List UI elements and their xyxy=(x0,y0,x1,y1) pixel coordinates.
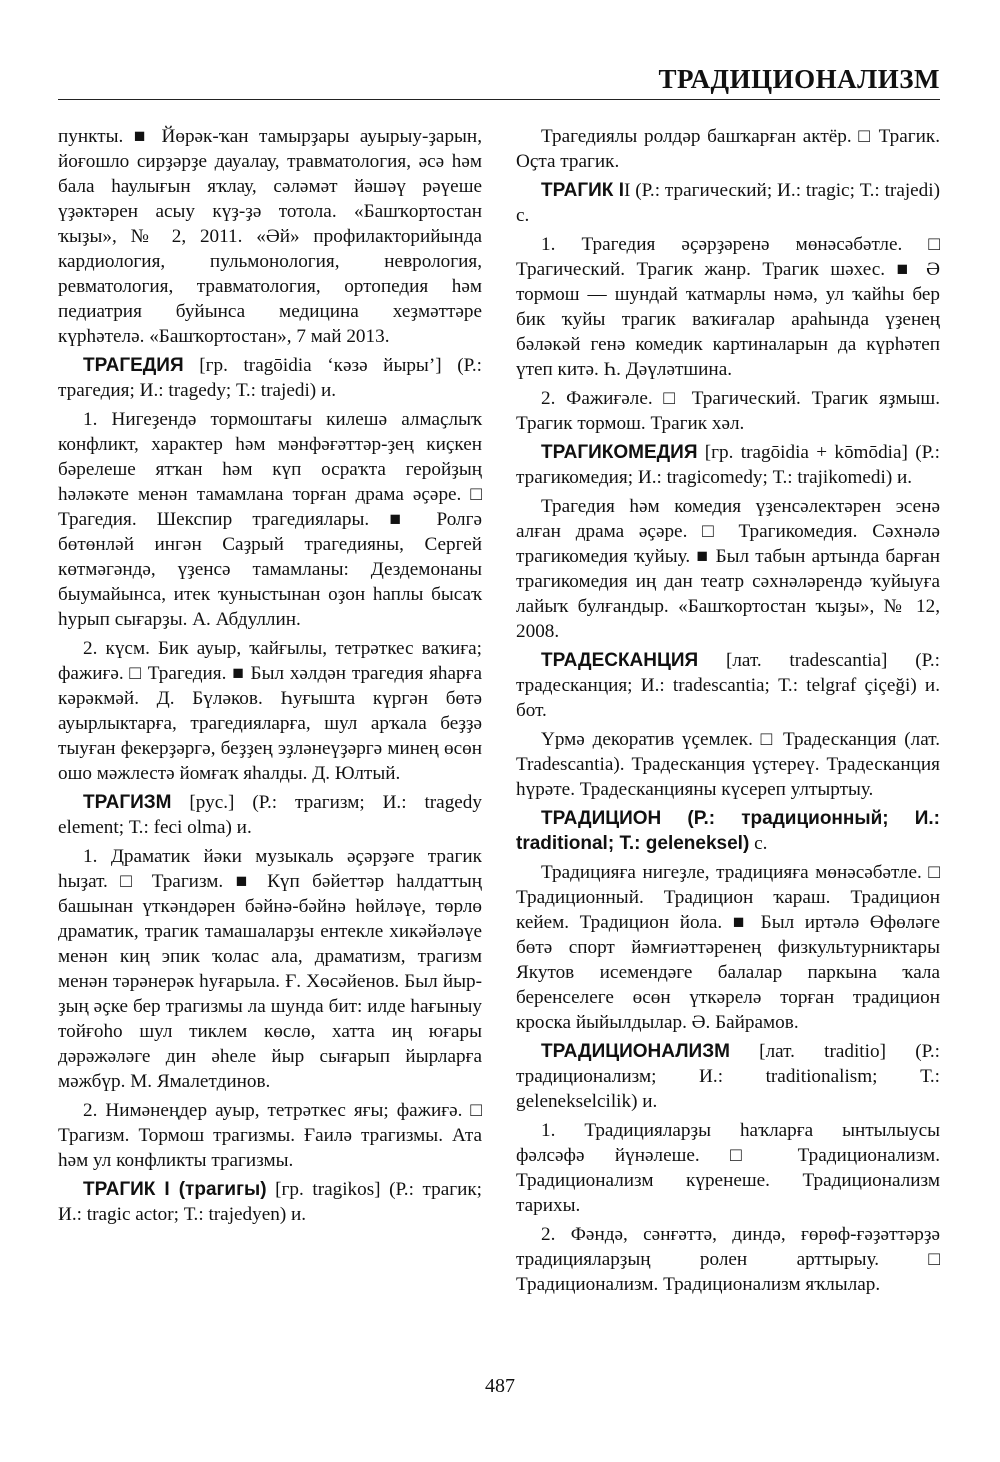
entry-paragraph: 2. Нимәнеңдер ауыр, тетрәткес яғы; фажиғә. □ Трагизм. Тормош трагизмы. Ғаилә трагизмы. Ата һәм ул конфликты трагизмы. xyxy=(58,1100,482,1171)
entry-headword-paragraph: ТРАГЕДИЯ [гр. tragōidia ‘кәзә йыры’] (Р.: трагедия; И.: tragedy; Т.: trajedi) и. xyxy=(58,355,482,401)
entry-paragraph: Трагедия һәм комедия үҙенсәлектәрен эсенә алған драма әҫәре. □ Трагикомедия. Сәхнәлә трагикомедия ҡуйыу. ■ Был табын артында барған трагикомедия иң дан театр сәхнәләрендә ҡуйыуға лайыҡ булғандыр. «Башҡортостан ҡыҙы», № 12, 2008. xyxy=(516,496,940,642)
entry-headword-paragraph: ТРАДИЦИОН (Р.: традиционный; И.: traditional; Т.: geleneksel) с. xyxy=(516,808,940,854)
headword: ТРАГЕДИЯ xyxy=(83,355,184,376)
header-rule xyxy=(58,99,940,100)
headword: ТРАГИК I xyxy=(541,180,624,201)
headword: ТРАГИК I (трагигы) xyxy=(83,1179,267,1200)
headword: ТРАДИЦИОН (Р.: традиционный; И.: traditional; Т.: geleneksel) xyxy=(516,808,940,854)
entry-headword-paragraph: ТРАГИК II (Р.: трагический; И.: tragic; Т.: trajedi) с. xyxy=(516,180,940,226)
entry-paragraph: Үрмә декоратив үҫемлек. □ Традесканция (лат. Tradescantia). Традесканция үҫтереү. Традесканция һүрәте. Традесканцияны күсереп ултыртыу. xyxy=(516,729,940,800)
headword: ТРАГИЗМ xyxy=(83,792,172,813)
entry-paragraph: пункты. ■ Йөрәк-ҡан тамырҙары ауырыу-ҙарын, йоғошло сирҙәрҙе дауалау, травматология, әсә һәм бала һаулығын яҡлау, сәләмәт йәшәү рәүеше үҙәктәрен асыу күҙ-ҙә тотола. «Башҡортостан ҡыҙы», № 2, 2011. «Әй» профилакторийында кардиология, пульмонология, неврология, ревматология, травматология, ортопедия һәм педиатрия буйынса медицина хеҙмәттәре күрһәтелә. «Башҡортостан», 7 май 2013. xyxy=(58,126,482,347)
entry-headword-paragraph: ТРАДИЦИОНАЛИЗМ [лат. traditio] (Р.: традиционализм; И.: traditionalism; Т.: gelenekselcilik) и. xyxy=(516,1041,940,1112)
entry-paragraph: Традицияға нигеҙле, традицияға мөнәсәбәтле. □ Традиционный. Традицион ҡараш. Традицион кейем. Традицион йола. ■ Был иртәлә Өфөләге бөтә спорт йәмғиәттәренең физкультурниктары Якутов исемендәге балалар паркына ҡала беренселеге өсөн үткәрелә торған традицион кроска йыйылдылар. Ә. Байрамов. xyxy=(516,862,940,1033)
entry-headword-paragraph: ТРАДЕСКАНЦИЯ [лат. tradescantia] (Р.: традесканция; И.: tradescantia; Т.: telgraf çiçeği) и. бот. xyxy=(516,650,940,721)
running-head: ТРАДИЦИОНАЛИЗМ xyxy=(658,64,940,94)
entry-headword-paragraph: ТРАГИК I (трагигы) [гр. tragikos] (Р.: трагик; И.: tragic actor; Т.: trajedyen) и. xyxy=(58,1179,482,1225)
headword: ТРАГИКОМЕДИЯ xyxy=(541,442,698,463)
entry-paragraph: 1. Драматик йәки музыкаль әҫәрҙәге трагик һыҙат. □ Трагизм. ■ Күп бәйеттәр һалдаттың башынан үткәндәрен бәйнә-бәйнә һөйләүе, төрлө драматик, трагик тамашаларҙы ентекле хикәйәләүе менән киң эпик ҡолас ала, драматизм, трагизм менән тәрәнерәк һуғарыла. Ғ. Хөсәйенов. Был йыр-ҙың әҫке бер трагизмы ла шунда бит: илде һағыныу тойғоһо шул тиклем көслө, хатта иң юғары дәрәжәләге дин әһеле йыр сығарып йырларға мәжбүр. М. Ямалетдинов. xyxy=(58,846,482,1092)
headword: ТРАДЕСКАНЦИЯ xyxy=(541,650,699,671)
entry-paragraph: 1. Нигеҙендә тормоштағы килешә алмаҫлыҡ конфликт, характер һәм мәнфәғәттәр-ҙең киҫкен бәрелеше ятҡан һәм күп осраҡта геройҙың һәләкәте менән тамамлана торған драма әҫәре. □ Трагедия. Шекспир трагедиялары. ■ Ролгә бөтөнләй ингән Саҙрый трагедияны, Сергей көтмәгәндә, үҙенсә тамамланы: Дездемонаны быумайынса, итек ҡуныстынан оҙон һаплы бысаҡ һурып сығарҙы. А. Абдуллин. xyxy=(58,409,482,630)
entry-paragraph: 1. Традицияларҙы һаҡларға ынтылыусы фәлсәфә йүнәлеше. □ Традиционализм. Традиционализм күренеше. Традиционализм тарихы. xyxy=(516,1120,940,1216)
entry-headword-paragraph: ТРАГИКОМЕДИЯ [гр. tragōidia + kōmōdia] (Р.: трагикомедия; И.: tragicomedy; Т.: trajikomedi) и. xyxy=(516,442,940,488)
entry-paragraph: 2. Фәндә, сәнғәттә, диндә, ғөрөф-ғәҙәттәрҙә традицияларҙың ролен арттырыу. □ Традиционализм. Традиционализм яҡлылар. xyxy=(516,1224,940,1295)
entry-paragraph: 2. Фажиғәле. □ Трагический. Трагик яҙмыш. Трагик тормош. Трагик хәл. xyxy=(516,388,940,434)
right-column xyxy=(516,124,940,1301)
left-column xyxy=(58,124,482,1231)
entry-paragraph: Трагедиялы ролдәр башҡарған актёр. □ Трагик. Оҫта трагик. xyxy=(516,126,940,172)
page-number: 487 xyxy=(485,1375,515,1397)
headword: ТРАДИЦИОНАЛИЗМ xyxy=(541,1041,730,1062)
entry-paragraph: 1. Трагедия әҫәрҙәренә мөнәсәбәтле. □ Трагический. Трагик жанр. Трагик шәхес. ■ Ә тормош — шундай ҡатмарлы нәмә, ул ҡайһы бер бик ҡуйы трагик ваҡиғалар араһында үҙенең бәләкәй генә комедик картиналарын да күрһәтеп үтеп китә. Һ. Дәүләтшина. xyxy=(516,234,940,380)
entry-paragraph: 2. күсм. Бик ауыр, ҡайғылы, тетрәткес ваҡиға; фажиғә. □ Трагедия. ■ Был хәлдән трагедия яһарға кәрәкмәй. Д. Бүләков. Һуғышта күргән бөтә ауырлыктарға, трагедияларға, шул арҡала беҙҙә тыуған фекерҙәргә, беҙҙең эҙләнеүҙәргә минең өсөн ошо мәжлестә йомғаҡ яһалды. Д. Юлтый. xyxy=(58,638,482,784)
entry-headword-paragraph: ТРАГИЗМ [рус.] (Р.: трагизм; И.: tragedy element; Т.: feci olma) и. xyxy=(58,792,482,838)
